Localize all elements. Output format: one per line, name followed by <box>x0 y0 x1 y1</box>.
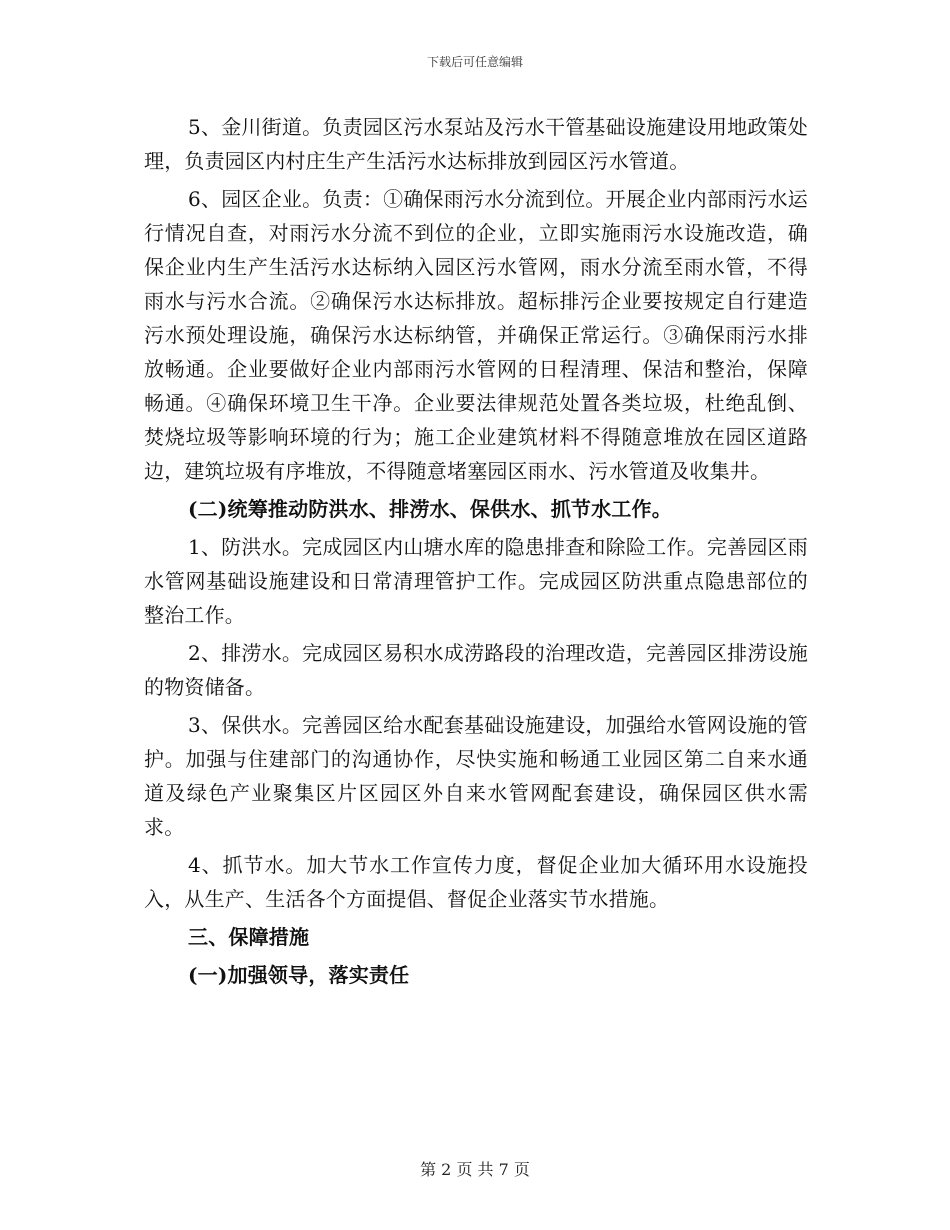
section-heading-water-work: (二)统筹推动防洪水、排涝水、保供水、抓节水工作。 <box>188 497 672 521</box>
subsection-heading-leadership: (一)加强领导，落实责任 <box>188 963 410 987</box>
paragraph-water-supply: 3、保供水。完善园区给水配套基础设施建设，加强给水管网设施的管护。加强与住建部门的沟通协作，尽快实施和畅通工业园区第二自来水通道及绿色产业聚集区片区园区外自来水管网配套建设，确保园区供水需求。 <box>144 713 808 839</box>
paragraph-flood-prevention: 1、防洪水。完成园区内山塘水库的隐患排查和除险工作。完善园区雨水管网基础设施建设和日常清理管护工作。完成园区防洪重点隐患部位的整治工作。 <box>144 535 808 627</box>
document-body <box>144 110 808 996</box>
page-number: 第 2 页 共 7 页 <box>420 1160 530 1179</box>
paragraph-water-saving: 4、抓节水。加大节水工作宣传力度，督促企业加大循环用水设施投入，从生产、生活各个方面提倡、督促企业落实节水措施。 <box>144 853 808 911</box>
paragraph-park-enterprises: 6、园区企业。负责：①确保雨污水分流到位。开展企业内部雨污水运行情况自查，对雨污水分流不到位的企业，立即实施雨污水设施改造，确保企业内生产生活污水达标纳入园区污水管网，雨水分流至雨水管，不得雨水与污水合流。②确保污水达标排放。超标排污企业要按规定自行建造污水预处理设施，确保污水达标纳管，并确保正常运行。③确保雨污水排放畅通。企业要做好企业内部雨污水管网的日程清理、保洁和整治，保障畅通。④确保环境卫生干净。企业要法律规范处置各类垃圾，杜绝乱倒、焚烧垃圾等影响环境的行为；施工企业建筑材料不得随意堆放在园区道路边，建筑垃圾有序堆放，不得随意堵塞园区雨水、污水管道及收集井。 <box>144 187 808 483</box>
paragraph-jinchuan-street: 5、金川街道。负责园区污水泵站及污水干管基础设施建设用地政策处理，负责园区内村庄生产生活污水达标排放到园区污水管道。 <box>144 115 808 173</box>
paragraph-drainage: 2、排涝水。完成园区易积水成涝路段的治理改造，完善园区排涝设施的物资储备。 <box>144 641 808 699</box>
page-header-note: 下载后可任意编辑 <box>426 55 523 69</box>
section-heading-safeguards: 三、保障措施 <box>188 925 310 949</box>
